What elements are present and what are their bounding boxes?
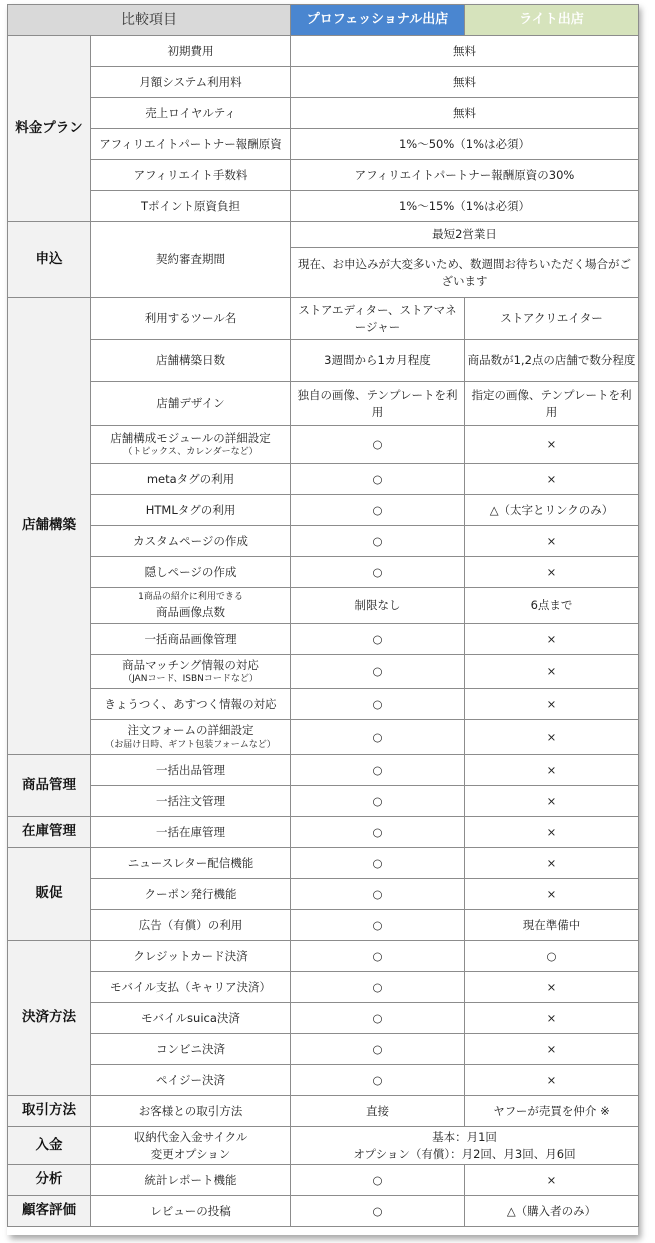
lite-value-cell: × <box>465 786 639 817</box>
category-cell: 入金 <box>8 1127 91 1165</box>
merged-note-cell: 現在、お申込みが大変多いため、数週間お待ちいただく場合がございます <box>291 248 639 298</box>
table-row <box>8 972 639 1003</box>
table-row <box>8 755 639 786</box>
feature-cell <box>91 426 291 464</box>
category-cell: 在庫管理 <box>8 817 91 848</box>
feature-label: 店舗構築日数 <box>156 353 225 368</box>
feature-label: アフィリエイトパートナー報酬原資 <box>99 136 282 151</box>
lite-value-cell: × <box>465 426 639 464</box>
header-compare-items: 比較項目 <box>8 5 291 36</box>
feature-sublabel: （お届け日時、ギフト包装フォームなど） <box>105 739 276 750</box>
lite-value-cell: △（購入者のみ） <box>465 1196 639 1227</box>
feature-label: 利用するツール名 <box>144 311 237 326</box>
feature-cell <box>91 1065 291 1096</box>
feature-cell <box>91 67 291 98</box>
table-row <box>8 340 639 382</box>
table-row <box>8 557 639 588</box>
feature-cell <box>91 98 291 129</box>
feature-label-line2: 商品画像点数 <box>156 604 225 619</box>
lite-value-cell: × <box>465 624 639 655</box>
table-row <box>8 848 639 879</box>
feature-label: 一括出品管理 <box>156 762 225 777</box>
professional-value-cell: 3週間から1カ月程度 <box>291 340 465 382</box>
professional-value-cell: ○ <box>291 879 465 910</box>
feature-cell <box>91 624 291 655</box>
feature-cell <box>91 1127 291 1165</box>
feature-sublabel: （トピックス、カレンダーなど） <box>123 447 258 458</box>
table-row <box>8 1034 639 1065</box>
professional-value-cell: ○ <box>291 1034 465 1065</box>
professional-value-cell: ○ <box>291 1065 465 1096</box>
feature-cell <box>91 941 291 972</box>
table-row <box>8 1127 639 1165</box>
table-row <box>8 624 639 655</box>
feature-label: モバイルsuica決済 <box>141 1010 240 1025</box>
feature-cell <box>91 1165 291 1196</box>
table-row <box>8 191 639 222</box>
category-cell: 店舗構築 <box>8 298 91 755</box>
feature-label: コンビニ決済 <box>156 1041 225 1056</box>
table-row <box>8 426 639 464</box>
merged-value-cell <box>291 67 639 98</box>
feature-label: 一括在庫管理 <box>156 824 225 839</box>
professional-value-cell: ○ <box>291 786 465 817</box>
feature-cell <box>91 160 291 191</box>
category-cell: 取引方法 <box>8 1096 91 1127</box>
category-cell: 顧客評価 <box>8 1196 91 1227</box>
lite-value-cell: × <box>465 720 639 755</box>
professional-value-cell: ○ <box>291 495 465 526</box>
category-cell: 分析 <box>8 1165 91 1196</box>
feature-label: 初期費用 <box>167 43 214 58</box>
professional-value-cell: 制限なし <box>291 588 465 624</box>
merged-value-cell <box>291 98 639 129</box>
table-row <box>8 526 639 557</box>
lite-value-cell: × <box>465 1065 639 1096</box>
lite-value-cell: △（太字とリンクのみ） <box>465 495 639 526</box>
feature-label: 統計レポート機能 <box>144 1172 237 1187</box>
lite-value-cell: × <box>465 464 639 495</box>
table-row <box>8 720 639 755</box>
professional-value-cell: ストアエディター、ストアマネージャー <box>291 298 465 340</box>
feature-label: 一括商品画像管理 <box>144 631 237 646</box>
table-row <box>8 382 639 426</box>
feature-label: 店舗デザイン <box>156 396 225 411</box>
feature-cell <box>91 910 291 941</box>
feature-label: ニュースレター配信機能 <box>127 855 254 870</box>
feature-label-line1: 収納代金入金サイクル <box>133 1129 248 1144</box>
lite-value-cell: × <box>465 1034 639 1065</box>
feature-cell <box>91 655 291 689</box>
category-cell: 申込 <box>8 222 91 298</box>
feature-label: 注文フォームの詳細設定 <box>127 723 254 738</box>
lite-value-cell: × <box>465 972 639 1003</box>
lite-value-cell: 指定の画像、テンプレートを利用 <box>465 382 639 426</box>
feature-cell <box>91 786 291 817</box>
table-row <box>8 817 639 848</box>
merged-value-cell <box>291 1127 639 1165</box>
feature-cell <box>91 817 291 848</box>
feature-label: ペイジー決済 <box>156 1072 225 1087</box>
professional-value-cell: ○ <box>291 848 465 879</box>
feature-label: 店舗構成モジュールの詳細設定 <box>110 430 271 445</box>
feature-label: 一括注文管理 <box>156 793 225 808</box>
feature-cell <box>91 495 291 526</box>
feature-cell <box>91 129 291 160</box>
comparison-table-frame <box>7 4 638 1235</box>
merged-value-cell <box>291 191 639 222</box>
professional-value-cell: ○ <box>291 1003 465 1034</box>
lite-value-cell: × <box>465 655 639 689</box>
feature-cell <box>91 36 291 67</box>
feature-cell <box>91 222 291 298</box>
feature-label: クーポン発行機能 <box>144 886 237 901</box>
feature-label: アフィリエイト手数料 <box>133 167 248 182</box>
feature-label-line1: 1商品の紹介に利用できる <box>138 591 243 602</box>
professional-value-cell: ○ <box>291 941 465 972</box>
professional-value-cell: ○ <box>291 755 465 786</box>
table-row <box>8 222 639 248</box>
professional-value-cell: ○ <box>291 1165 465 1196</box>
feature-label: モバイル支払（キャリア決済） <box>110 979 271 994</box>
table-row <box>8 298 639 340</box>
lite-value-cell: ○ <box>465 941 639 972</box>
feature-cell <box>91 755 291 786</box>
table-row <box>8 129 639 160</box>
lite-value-cell: 現在準備中 <box>465 910 639 941</box>
table-row <box>8 1003 639 1034</box>
lite-value-cell: × <box>465 879 639 910</box>
table-row <box>8 879 639 910</box>
table-body <box>8 36 639 1227</box>
feature-cell <box>91 191 291 222</box>
lite-value-cell: × <box>465 755 639 786</box>
table-row <box>8 160 639 191</box>
header-lite-store: ライト出店 <box>465 5 639 36</box>
feature-label: カスタムページの作成 <box>133 533 248 548</box>
table-row <box>8 655 639 689</box>
comparison-table <box>7 4 639 1227</box>
professional-value-cell: ○ <box>291 624 465 655</box>
feature-cell <box>91 720 291 755</box>
merged-value: 無料 <box>453 74 476 89</box>
feature-label: クレジットカード決済 <box>133 948 248 963</box>
table-row <box>8 1196 639 1227</box>
feature-label: HTMLタグの利用 <box>145 502 236 517</box>
table-row <box>8 36 639 67</box>
merged-value: アフィリエイトパートナー報酬原資の30% <box>354 167 575 182</box>
category-cell: 販促 <box>8 848 91 941</box>
merged-value: 基本：月1回 <box>432 1129 497 1144</box>
feature-cell <box>91 1096 291 1127</box>
merged-value: 1%～15%（1%は必須） <box>398 198 531 213</box>
lite-value-cell: × <box>465 526 639 557</box>
merged-value: 最短2営業日 <box>432 227 497 242</box>
feature-cell <box>91 972 291 1003</box>
table-row <box>8 941 639 972</box>
table-row <box>8 786 639 817</box>
feature-label: お客様との取引方法 <box>138 1103 243 1118</box>
table-header-row <box>8 5 639 36</box>
category-cell: 決済方法 <box>8 941 91 1096</box>
feature-label: 商品マッチング情報の対応 <box>122 657 259 672</box>
table-row <box>8 910 639 941</box>
professional-value-cell: ○ <box>291 1196 465 1227</box>
feature-cell <box>91 464 291 495</box>
lite-value-cell: ヤフーが売買を仲介 ※ <box>465 1096 639 1127</box>
merged-value: 1%～50%（1%は必須） <box>398 136 531 151</box>
feature-cell <box>91 340 291 382</box>
merged-value: 無料 <box>453 43 476 58</box>
feature-label: 月額システム利用料 <box>139 74 242 89</box>
feature-label: 広告（有償）の利用 <box>138 917 243 932</box>
lite-value-cell: × <box>465 1003 639 1034</box>
merged-value-cell <box>291 36 639 67</box>
merged-value-cell <box>291 222 639 248</box>
professional-value-cell: 独自の画像、テンプレートを利用 <box>291 382 465 426</box>
category-cell: 商品管理 <box>8 755 91 817</box>
merged-value-cell <box>291 129 639 160</box>
lite-value-cell: ストアクリエイター <box>465 298 639 340</box>
feature-cell <box>91 588 291 624</box>
feature-cell <box>91 879 291 910</box>
lite-value-cell: × <box>465 557 639 588</box>
professional-value-cell: ○ <box>291 526 465 557</box>
feature-cell <box>91 382 291 426</box>
table-row <box>8 1165 639 1196</box>
table-row <box>8 1065 639 1096</box>
professional-value-cell: ○ <box>291 720 465 755</box>
professional-value-cell: ○ <box>291 817 465 848</box>
feature-label: 契約審査期間 <box>156 252 225 267</box>
lite-value-cell: × <box>465 817 639 848</box>
lite-value-cell: × <box>465 848 639 879</box>
header-professional-store: プロフェッショナル出店 <box>291 5 465 36</box>
professional-value-cell: ○ <box>291 464 465 495</box>
professional-value-cell: ○ <box>291 557 465 588</box>
feature-cell <box>91 1003 291 1034</box>
table-row <box>8 98 639 129</box>
feature-cell <box>91 1034 291 1065</box>
feature-cell <box>91 526 291 557</box>
feature-label: Tポイント原資負担 <box>140 198 241 213</box>
professional-value-cell: ○ <box>291 655 465 689</box>
feature-label: きょうつく、あすつく情報の対応 <box>104 696 277 711</box>
table-row <box>8 464 639 495</box>
feature-sublabel: （JANコード、ISBNコードなど） <box>123 674 258 685</box>
feature-label: レビューの投稿 <box>150 1203 231 1218</box>
table-row <box>8 588 639 624</box>
merged-value: 無料 <box>453 105 476 120</box>
feature-label: 売上ロイヤルティ <box>145 105 236 120</box>
table-row <box>8 1096 639 1127</box>
feature-label: metaタグの利用 <box>146 471 235 486</box>
professional-value-cell: ○ <box>291 689 465 720</box>
table-row <box>8 67 639 98</box>
professional-value-cell: ○ <box>291 910 465 941</box>
feature-cell <box>91 557 291 588</box>
lite-value-cell: 6点まで <box>465 588 639 624</box>
merged-value-cell <box>291 160 639 191</box>
feature-label: 隠しページの作成 <box>144 564 237 579</box>
feature-cell <box>91 1196 291 1227</box>
table-row <box>8 495 639 526</box>
category-cell: 料金プラン <box>8 36 91 222</box>
lite-value-cell: 商品数が1,2点の店舗で数分程度 <box>465 340 639 382</box>
merged-value-line2: オプション（有償）：月2回、月3回、月6回 <box>353 1146 576 1161</box>
feature-cell <box>91 298 291 340</box>
table-row <box>8 689 639 720</box>
professional-value-cell: 直接 <box>291 1096 465 1127</box>
professional-value-cell: ○ <box>291 972 465 1003</box>
feature-cell <box>91 689 291 720</box>
feature-cell <box>91 848 291 879</box>
feature-label-line2: 変更オプション <box>150 1146 231 1161</box>
lite-value-cell: × <box>465 1165 639 1196</box>
professional-value-cell: ○ <box>291 426 465 464</box>
lite-value-cell: × <box>465 689 639 720</box>
